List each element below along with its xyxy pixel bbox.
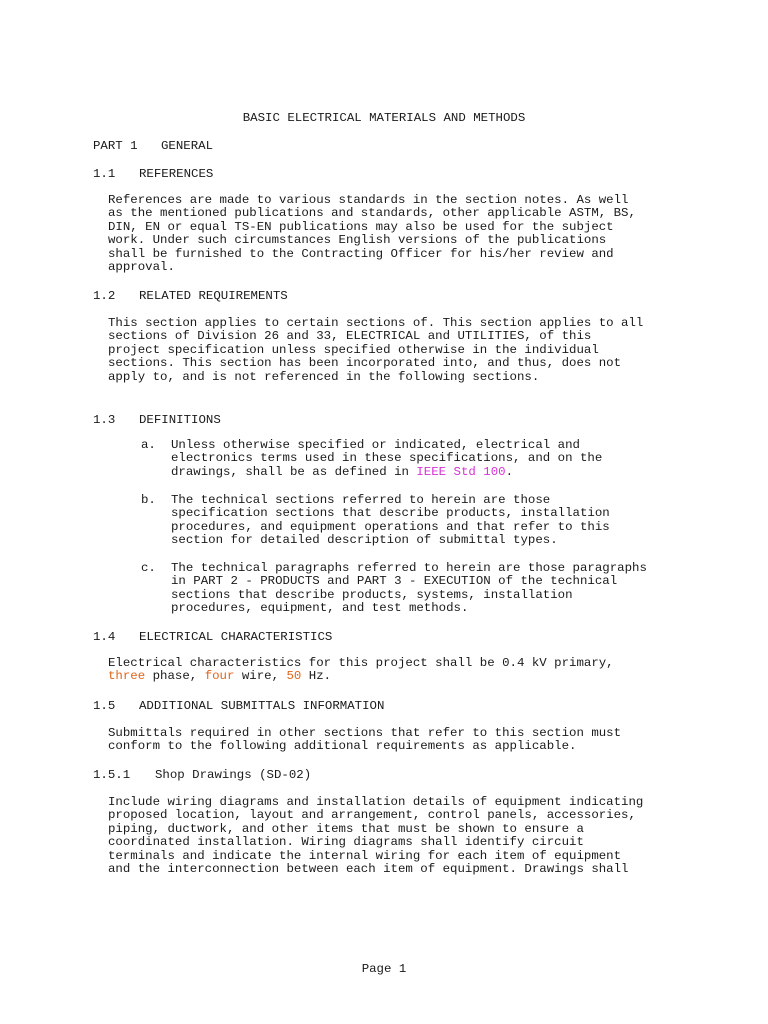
- heading-number: 1.2: [93, 289, 116, 303]
- heading-number: 1.1: [93, 167, 116, 181]
- part-heading: [93, 138, 213, 154]
- heading-number: 1.5: [93, 699, 116, 713]
- heading-number: 1.5.1: [93, 768, 131, 782]
- item-text: The technical paragraphs referred to herein are those paragraphs in PART 2 - PRODUCTS and PART 3 - EXECUTION of the technical sections that describe products, systems, installation procedures, equipment, and test methods.: [171, 561, 647, 616]
- heading-1-5: [93, 698, 384, 714]
- heading-number: 1.4: [93, 630, 116, 644]
- item-text: The technical sections referred to herein are those specification sections that describe products, installation procedures, and equipment operations and that refer to this section for detailed description of submittal types.: [171, 493, 610, 548]
- item-letter: a.: [141, 438, 156, 452]
- electrical-characteristics-paragraph: Electrical characteristics for this project shall be 0.4 kV primary, three phase, four wire, 50 Hz.: [108, 656, 614, 684]
- heading-title: ELECTRICAL CHARACTERISTICS: [139, 630, 333, 644]
- heading-title: RELATED REQUIREMENTS: [139, 289, 288, 303]
- shop-drawings-paragraph: Include wiring diagrams and installation details of equipment indicating proposed location, layout and arrangement, control panels, accessories, piping, ductwork, and other items that must be shown to ensure a coordinated installation. Wiring diagrams shall identify circuit terminals and indicate the internal wiring for each item of equipment and the interconnection between each item of equipment. Drawings shall: [108, 795, 644, 877]
- part-title: GENERAL: [161, 139, 214, 153]
- frequency-value: 50: [286, 669, 302, 684]
- heading-1-1: [93, 166, 213, 182]
- page-number: Page 1: [361, 962, 407, 976]
- item-text: Unless otherwise specified or indicated, electrical and electronics terms used in these specifications, and on the drawings, shall be as defined in IEEE Std 100.: [171, 438, 603, 479]
- item-letter: c.: [141, 561, 156, 575]
- ieee-std-100-link[interactable]: IEEE Std 100: [416, 464, 506, 479]
- heading-title: Shop Drawings (SD-02): [155, 768, 312, 782]
- heading-title: DEFINITIONS: [139, 413, 221, 427]
- item-letter: b.: [141, 493, 156, 507]
- phase-value: three: [108, 669, 146, 684]
- heading-1-2: [93, 288, 288, 304]
- heading-1-5-1: [93, 767, 311, 783]
- heading-1-3: [93, 412, 221, 428]
- heading-1-4: [93, 629, 332, 645]
- additional-submittals-paragraph: Submittals required in other sections that refer to this section must conform to the following additional requirements as applicable.: [108, 726, 622, 754]
- heading-title: REFERENCES: [139, 167, 214, 181]
- heading-number: 1.3: [93, 413, 116, 427]
- wire-value: four: [204, 669, 235, 684]
- references-paragraph: References are made to various standards in the section notes. As well as the mentioned publications and standards, other applicable ASTM, BS, DIN, EN or equal TS-EN publications may also be used for the subject work. Under such circumstances English versions of the publications shall be furnished to the Contracting Officer for his/her review and approval.: [108, 193, 636, 275]
- document-title: BASIC ELECTRICAL MATERIALS AND METHODS: [242, 111, 526, 125]
- heading-title: ADDITIONAL SUBMITTALS INFORMATION: [139, 699, 385, 713]
- related-requirements-paragraph: This section applies to certain sections of. This section applies to all sections of Division 26 and 33, ELECTRICAL and UTILITIES, of this project specification unless specified otherwise in the individual sections. This section has been incorporated into, and thus, does not apply to, and is not referenced in the following sections.: [108, 316, 644, 384]
- part-label: PART 1: [93, 139, 138, 153]
